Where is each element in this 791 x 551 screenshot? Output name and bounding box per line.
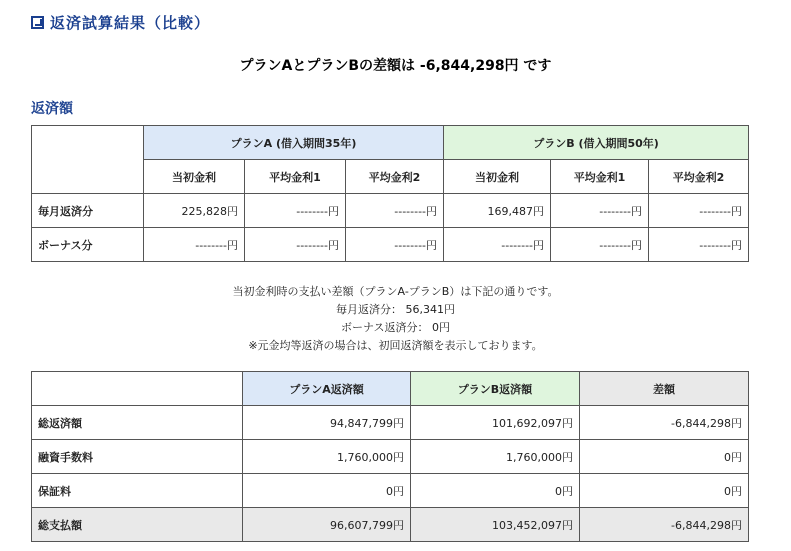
row-label: 保証料 xyxy=(32,474,243,508)
table-row-total xyxy=(32,508,749,542)
table-corner-cell xyxy=(32,126,144,194)
table-cell: 225,828円 xyxy=(144,194,245,228)
column-header-difference: 差額 xyxy=(580,372,749,406)
table-cell: --------円 xyxy=(551,228,649,262)
table-cell: -6,844,298円 xyxy=(580,508,749,542)
plan-a-header: プランA (借入期間35年) xyxy=(144,126,444,160)
table-cell: 1,760,000円 xyxy=(411,440,580,474)
column-header: 平均金利1 xyxy=(551,160,649,194)
column-header: 平均金利1 xyxy=(245,160,346,194)
table-cell: 101,692,097円 xyxy=(411,406,580,440)
column-header: 当初金利 xyxy=(144,160,245,194)
table-cell: --------円 xyxy=(144,228,245,262)
row-label: 融資手数料 xyxy=(32,440,243,474)
table-row xyxy=(32,440,749,474)
table-row xyxy=(32,194,749,228)
page-title: 返済試算結果（比較） xyxy=(50,13,211,32)
table-cell: --------円 xyxy=(245,194,346,228)
table-cell: --------円 xyxy=(346,228,444,262)
table-cell: --------円 xyxy=(551,194,649,228)
column-header: 平均金利2 xyxy=(346,160,444,194)
table-cell: 0円 xyxy=(411,474,580,508)
row-label: 総返済額 xyxy=(32,406,243,440)
note-line: 毎月返済分： 56,341円 xyxy=(336,303,455,316)
row-label: ボーナス分 xyxy=(32,228,144,262)
table-cell: --------円 xyxy=(444,228,551,262)
row-label: 総支払額 xyxy=(32,508,243,542)
table-cell: 1,760,000円 xyxy=(243,440,411,474)
page-header xyxy=(31,12,210,32)
row-label: 毎月返済分 xyxy=(32,194,144,228)
table-cell: 0円 xyxy=(580,440,749,474)
difference-notes xyxy=(0,283,791,355)
total-comparison-table xyxy=(31,371,749,542)
table-row xyxy=(32,228,749,262)
table-row xyxy=(32,406,749,440)
table-row xyxy=(32,474,749,508)
table-cell: 94,847,799円 xyxy=(243,406,411,440)
section-title-repayment: 返済額 xyxy=(31,101,73,117)
column-header-plan-a: プランA返済額 xyxy=(243,372,411,406)
table-cell: --------円 xyxy=(346,194,444,228)
table-cell: --------円 xyxy=(245,228,346,262)
table-cell: 0円 xyxy=(243,474,411,508)
table-cell: -6,844,298円 xyxy=(580,406,749,440)
note-line: 当初金利時の支払い差額（プランA-プランB）は下記の通りです。 xyxy=(232,285,559,298)
repayment-table xyxy=(31,125,749,262)
table-cell: 103,452,097円 xyxy=(411,508,580,542)
note-line: ※元金均等返済の場合は、初回返済額を表示しております。 xyxy=(248,339,543,352)
table-corner-cell xyxy=(32,372,243,406)
table-cell: 169,487円 xyxy=(444,194,551,228)
note-line: ボーナス返済分： 0円 xyxy=(340,321,451,334)
table-cell: 96,607,799円 xyxy=(243,508,411,542)
arrow-box-icon xyxy=(31,16,44,29)
table-cell: 0円 xyxy=(580,474,749,508)
table-cell: --------円 xyxy=(649,194,749,228)
column-header-plan-b: プランB返済額 xyxy=(411,372,580,406)
column-header: 当初金利 xyxy=(444,160,551,194)
table-cell: --------円 xyxy=(649,228,749,262)
plan-b-header: プランB (借入期間50年) xyxy=(444,126,749,160)
column-header: 平均金利2 xyxy=(649,160,749,194)
difference-summary: プランAとプランBの差額は -6,844,298円 です xyxy=(239,58,552,74)
